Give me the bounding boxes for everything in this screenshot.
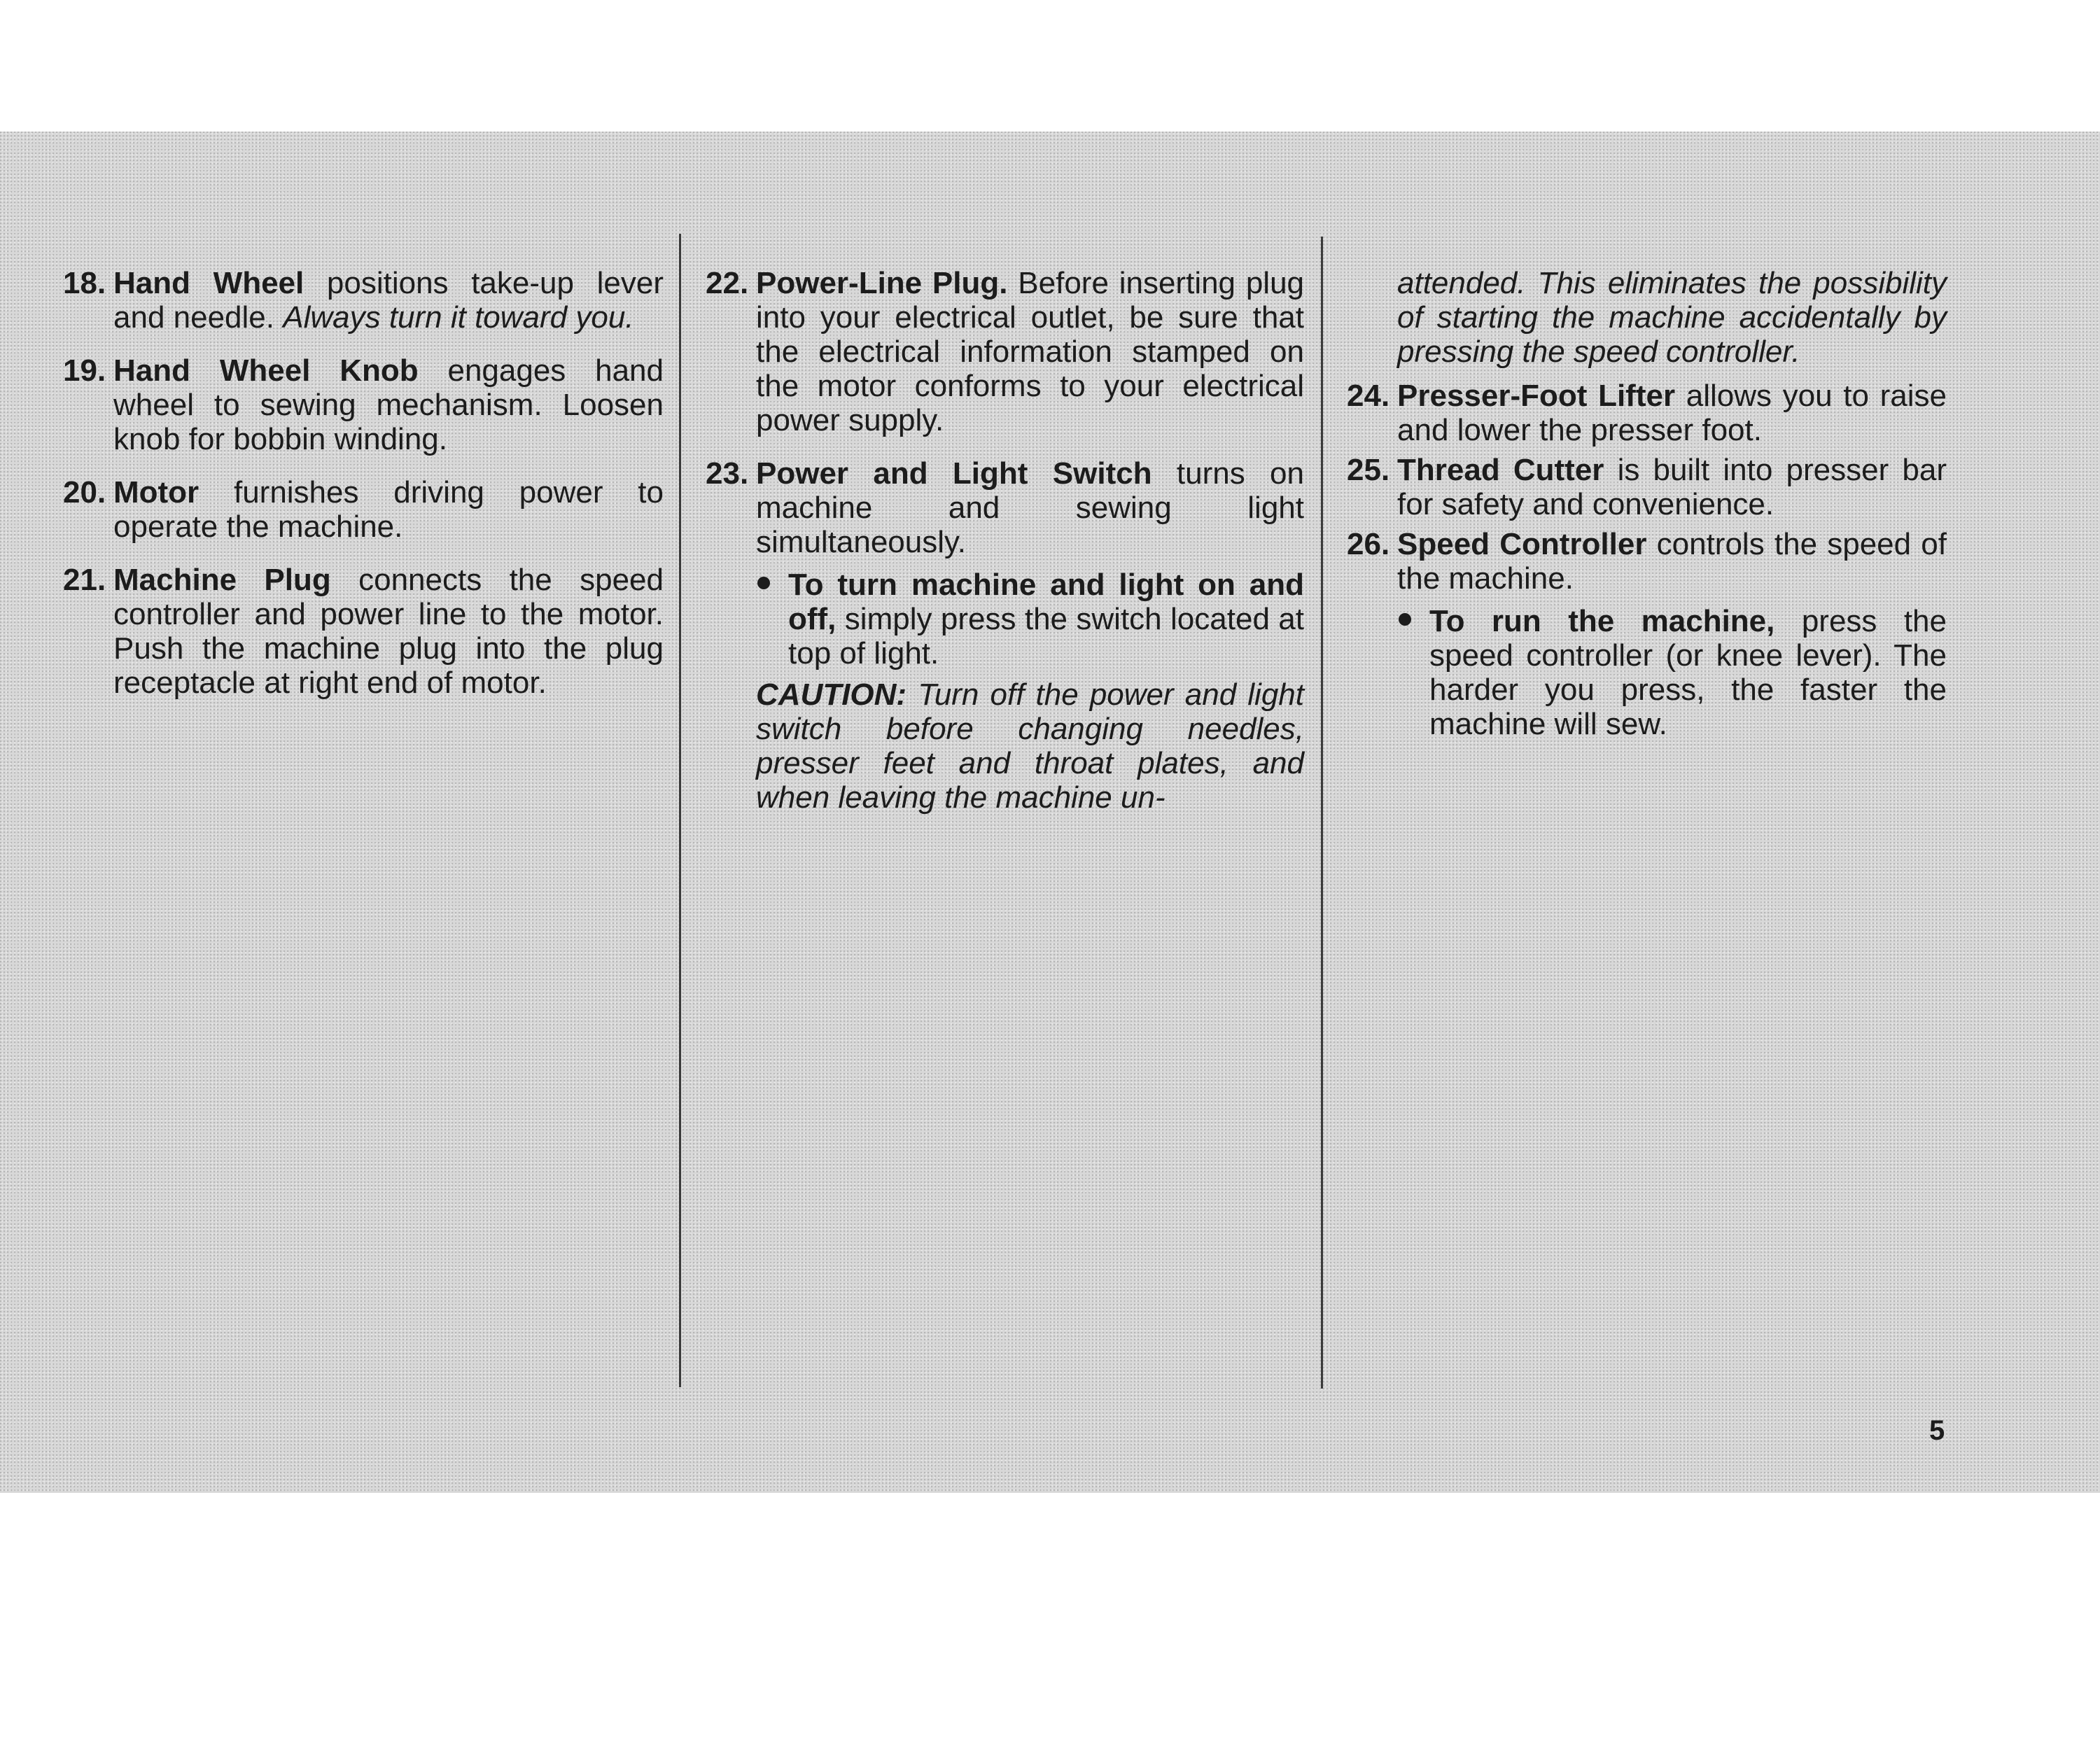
caution-note [706,677,1304,815]
item-text: engages hand wheel to sewing mechanism. Loosen knob for bobbin winding. [113,353,664,456]
caution-label: CAUTION: [756,677,907,712]
item-25-thread-cutter [1347,453,1947,521]
item-text: allows you to raise and lower the presser foot. [1397,379,1947,447]
bullet-term: To turn machine and light on and off, [788,568,1304,636]
item-number: 18. [63,266,106,300]
bullet-icon [757,577,770,589]
item-term: Hand Wheel [113,266,304,300]
item-number: 21. [63,563,106,597]
item-20-motor [63,475,664,544]
item-term: Motor [113,475,200,510]
item-number: 20. [63,475,106,510]
item-text: Before inserting plug into your electrical outlet, be sure that the electrical information stamped on the motor conforms to your electrical power supply. [756,266,1305,437]
item-18-hand-wheel [63,266,664,335]
bullet-run-machine [1347,604,1947,741]
item-number: 23. [706,456,749,491]
item-number: 25. [1347,453,1390,487]
item-23-power-and-light-switch [706,456,1304,559]
item-24-presser-foot-lifter [1347,379,1947,447]
item-term: Power-Line Plug. [756,266,1008,300]
item-text: positions take-up lever and needle. [113,266,664,335]
bullet-turn-on-off [706,568,1304,670]
bullet-term: To run the machine, [1429,604,1775,638]
item-text: furnishes driving power to operate the machine. [113,475,664,544]
bullet-text: simply press the switch located at top of light. [788,602,1304,670]
item-text: turns on machine and sewing light simultaneously. [756,456,1304,559]
page-number: 5 [1929,1415,1945,1446]
bullet-icon [1399,613,1411,626]
item-term: Machine Plug [113,563,331,597]
item-21-machine-plug [63,563,664,700]
item-text: connects the speed controller and power line to the motor. Push the machine plug into the plug receptacle at right end of motor. [113,563,664,700]
column-divider-left [679,234,681,1387]
caution-continuation: attended. This eliminates the possibility of starting the machine accidentally by pressing the speed controller. [1397,266,1947,369]
item-number: 24. [1347,379,1390,413]
column-2 [706,266,1304,815]
item-term: Presser-Foot Lifter [1397,379,1676,413]
caution-text: Turn off the power and light switch before changing needles, presser feet and throat plates, and when leaving the machine un- [756,677,1304,815]
item-19-hand-wheel-knob [63,353,664,456]
item-number: 22. [706,266,749,300]
bullet-text: press the speed controller (or knee lever). The harder you press, the faster the machine will sew. [1429,604,1947,741]
column-divider-right [1321,237,1323,1389]
item-text: is built into presser bar for safety and convenience. [1397,453,1947,521]
item-term: Thread Cutter [1397,453,1604,487]
item-text: controls the speed of the machine. [1397,527,1947,596]
item-term: Hand Wheel Knob [113,353,419,388]
item-term: Power and Light Switch [756,456,1152,491]
item-22-power-line-plug [706,266,1304,437]
item-number: 26. [1347,527,1390,561]
item-number: 19. [63,353,106,388]
item-term: Speed Controller [1397,527,1647,561]
column-3 [1347,266,1947,748]
item-26-speed-controller [1347,527,1947,596]
item-italic-text: Always turn it toward you. [283,300,634,335]
column-1 [63,266,664,719]
